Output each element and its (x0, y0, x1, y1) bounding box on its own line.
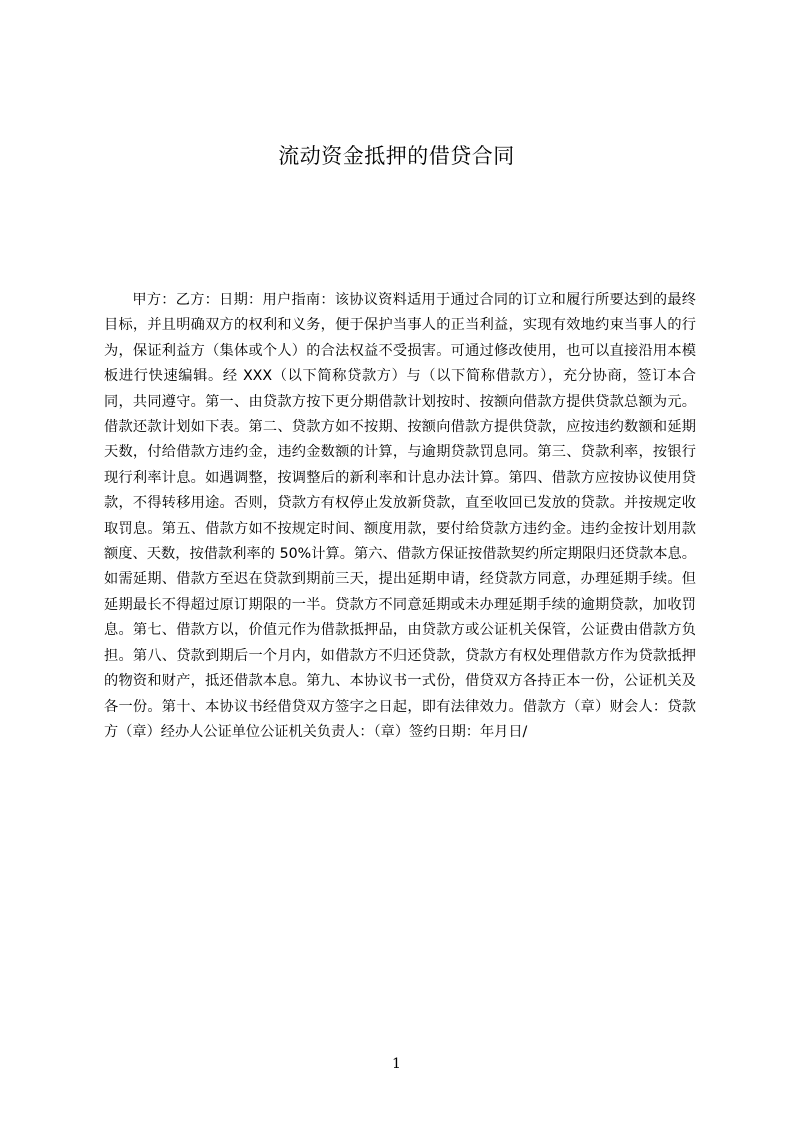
document-title: 流动资金抵押的借贷合同 (278, 144, 515, 168)
contract-body-paragraph: 甲方：乙方：日期：用户指南：该协议资料适用于通过合同的订立和履行所要达到的最终目标，并且明确双方的权利和义务，便于保护当事人的正当利益，实现有效地约束当事人的行为，保证利益方（集体或个人）的合法权益不受损害。可通过修改使用，也可以直接沿用本模板进行快速编辑。经 XXX（以下简称贷款方）与（以下简称借款方），充分协商，签订本合同，共同遵守。第一、由贷款方按下更分期借款计划按时、按额向借款方提供贷款总额为元。借款还款计划如下表。第二、贷款方如不按期、按额向借款方提供贷款，应按违约数额和延期天数，付给借款方违约金，违约金数额的计算，与逾期贷款罚息同。第三、贷款利率，按银行现行利率计息。如遇调整，按调整后的新利率和计息办法计算。第四、借款方应按协议使用贷款，不得转移用途。否则，贷款方有权停止发放新贷款，直至收回已发放的贷款。并按规定收取罚息。第五、借款方如不按规定时间、额度用款，要付给贷款方违约金。违约金按计划用款额度、天数，按借款利率的 50%计算。第六、借款方保证按借款契约所定期限归还贷款本息。如需延期、借款方至迟在贷款到期前三天，提出延期申请，经贷款方同意，办理延期手续。但延期最长不得超过原订期限的一半。贷款方不同意延期或未办理延期手续的逾期贷款，加收罚息。第七、借款方以，价值元作为借款抵押品，由贷款方或公证机关保管，公证费由借款方负担。第八、贷款到期后一个月内，如借款方不归还贷款，贷款方有权处理借款方作为贷款抵押的物资和财产，抵还借款本息。第九、本协议书一式份，借贷双方各持正本一份，公证机关及各一份。第十、本协议书经借贷双方签字之日起，即有法律效力。借款方（章）财会人：贷款方（章）经办人公证单位公证机关负责人：（章）签约日期：年月日/ (104, 292, 696, 740)
page-number: 1 (392, 1056, 401, 1072)
